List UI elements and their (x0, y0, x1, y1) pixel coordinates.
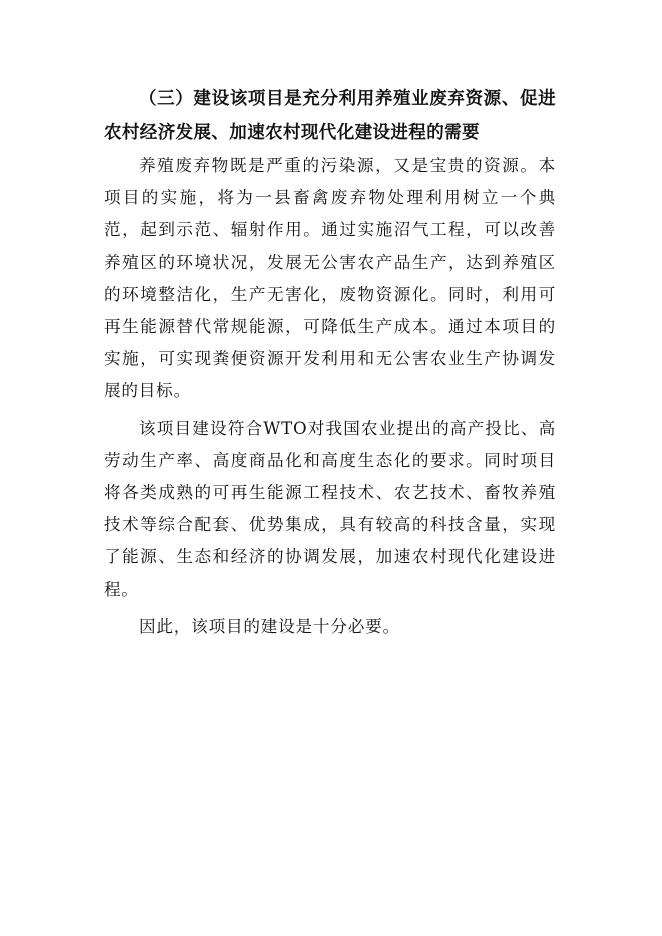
paragraph-conclusion: 因此，该项目的建设是十分必要。 (139, 616, 400, 636)
section-heading: （三）建设该项目是充分利用养殖业废弃资源、促进农村经济发展、加速农村现代化建设进程的需要 (104, 89, 556, 143)
document-body (104, 82, 556, 643)
paragraph-wto-requirements: 该项目建设符合WTO对我国农业提出的高产投比、高劳动生产率、高度商品化和高度生态化的要求。同时项目将各类成熟的可再生能源工程技术、农艺技术、畜牧养殖技术等综合配套、优势集成，具有较高的科技含量，实现了能源、生态和经济的协调发展，加速农村现代化建设进程。 (104, 418, 556, 599)
paragraph-waste-resources: 养殖废弃物既是严重的污染源，又是宝贵的资源。本项目的实施，将为一县畜禽废弃物处理利用树立一个典范，起到示范、辐射作用。通过实施沼气工程，可以改善养殖区的环境状况，发展无公害农产品生产，达到养殖区的环境整洁化，生产无害化，废物资源化。同时，利用可再生能源替代常规能源，可降低生产成本。通过本项目的实施，可实现粪便资源开发利用和无公害农业生产协调发展的目标。 (104, 156, 556, 401)
